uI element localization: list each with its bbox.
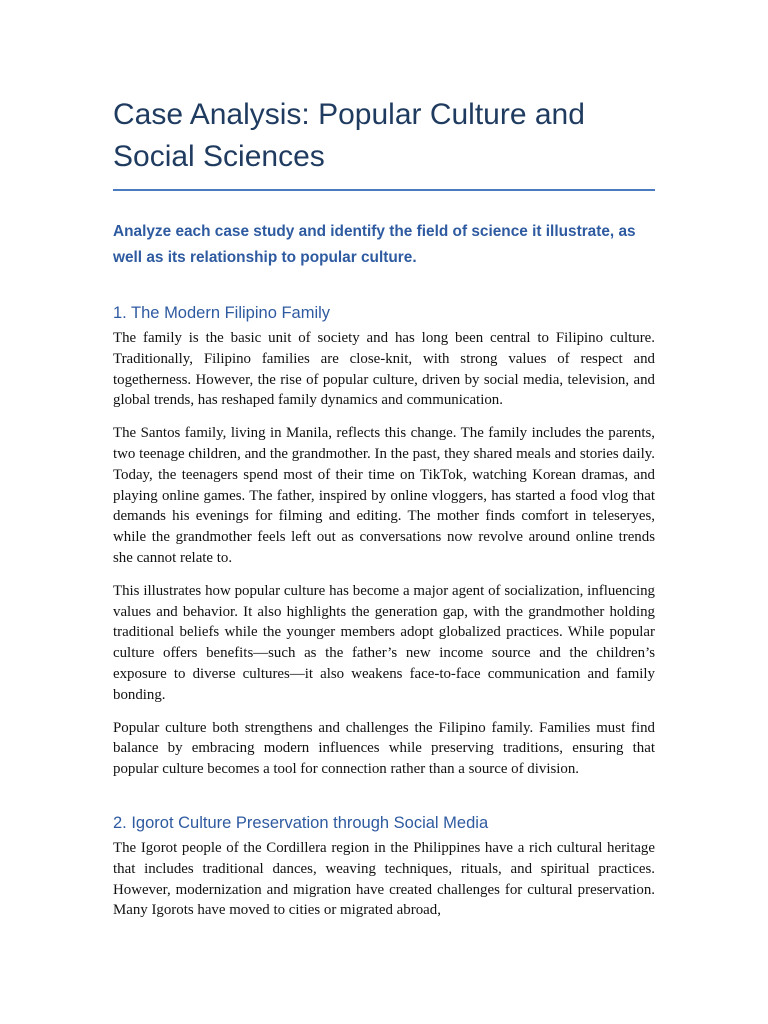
title-underline [113,189,655,191]
section-heading: 2. Igorot Culture Preservation through Social Media [113,813,489,832]
paragraph: This illustrates how popular culture has become a major agent of socialization, influencing values and behavior. It also highlights the generation gap, with the grandmother holding traditional beliefs while the younger members adopt globalized practices. While popular culture offers benefits—such as the father’s new income source and the children’s exposure to diverse cultures—it also weakens face-to-face communication and family bonding. [113,582,655,703]
section-heading: 1. The Modern Filipino Family [113,304,331,322]
instructions-text: Analyze each case study and identify the field of science it illustrate, as well as its relationship to popular culture. [113,223,636,266]
paragraph: The Igorot people of the Cordillera region in the Philippines have a rich cultural heritage that includes traditional dances, weaving techniques, rituals, and spiritual practices. However, modernization and migration have created challenges for cultural preservation. Many Igorots have moved to cities or migrated abroad, [113,839,655,919]
paragraph: Popular culture both strengthens and challenges the Filipino family. Families must find balance by embracing modern influences while preserving traditions, ensuring that popular culture becomes a tool for connection rather than a source of division. [113,719,655,778]
document-title: Case Analysis: Popular Culture and Social Sciences [113,98,585,173]
paragraph: The Santos family, living in Manila, reflects this change. The family includes the parents, two teenage children, and the grandmother. In the past, they shared meals and stories daily. Today, the teenagers spend most of their time on TikTok, watching Korean dramas, and playing online games. The father, inspired by online vloggers, has started a food vlog that demands his evenings for filming and editing. The mother finds comfort in teleseryes, while the grandmother feels left out as conversations now revolve around online trends she cannot relate to. [113,425,655,566]
case-section-1 [113,302,655,780]
case-section-2 [113,812,655,921]
paragraph: The family is the basic unit of society and has long been central to Filipino culture. Traditionally, Filipino families are close-knit, with strong values of respect and togetherness. However, the rise of popular culture, driven by social media, television, and global trends, has reshaped family dynamics and communication. [113,330,655,409]
